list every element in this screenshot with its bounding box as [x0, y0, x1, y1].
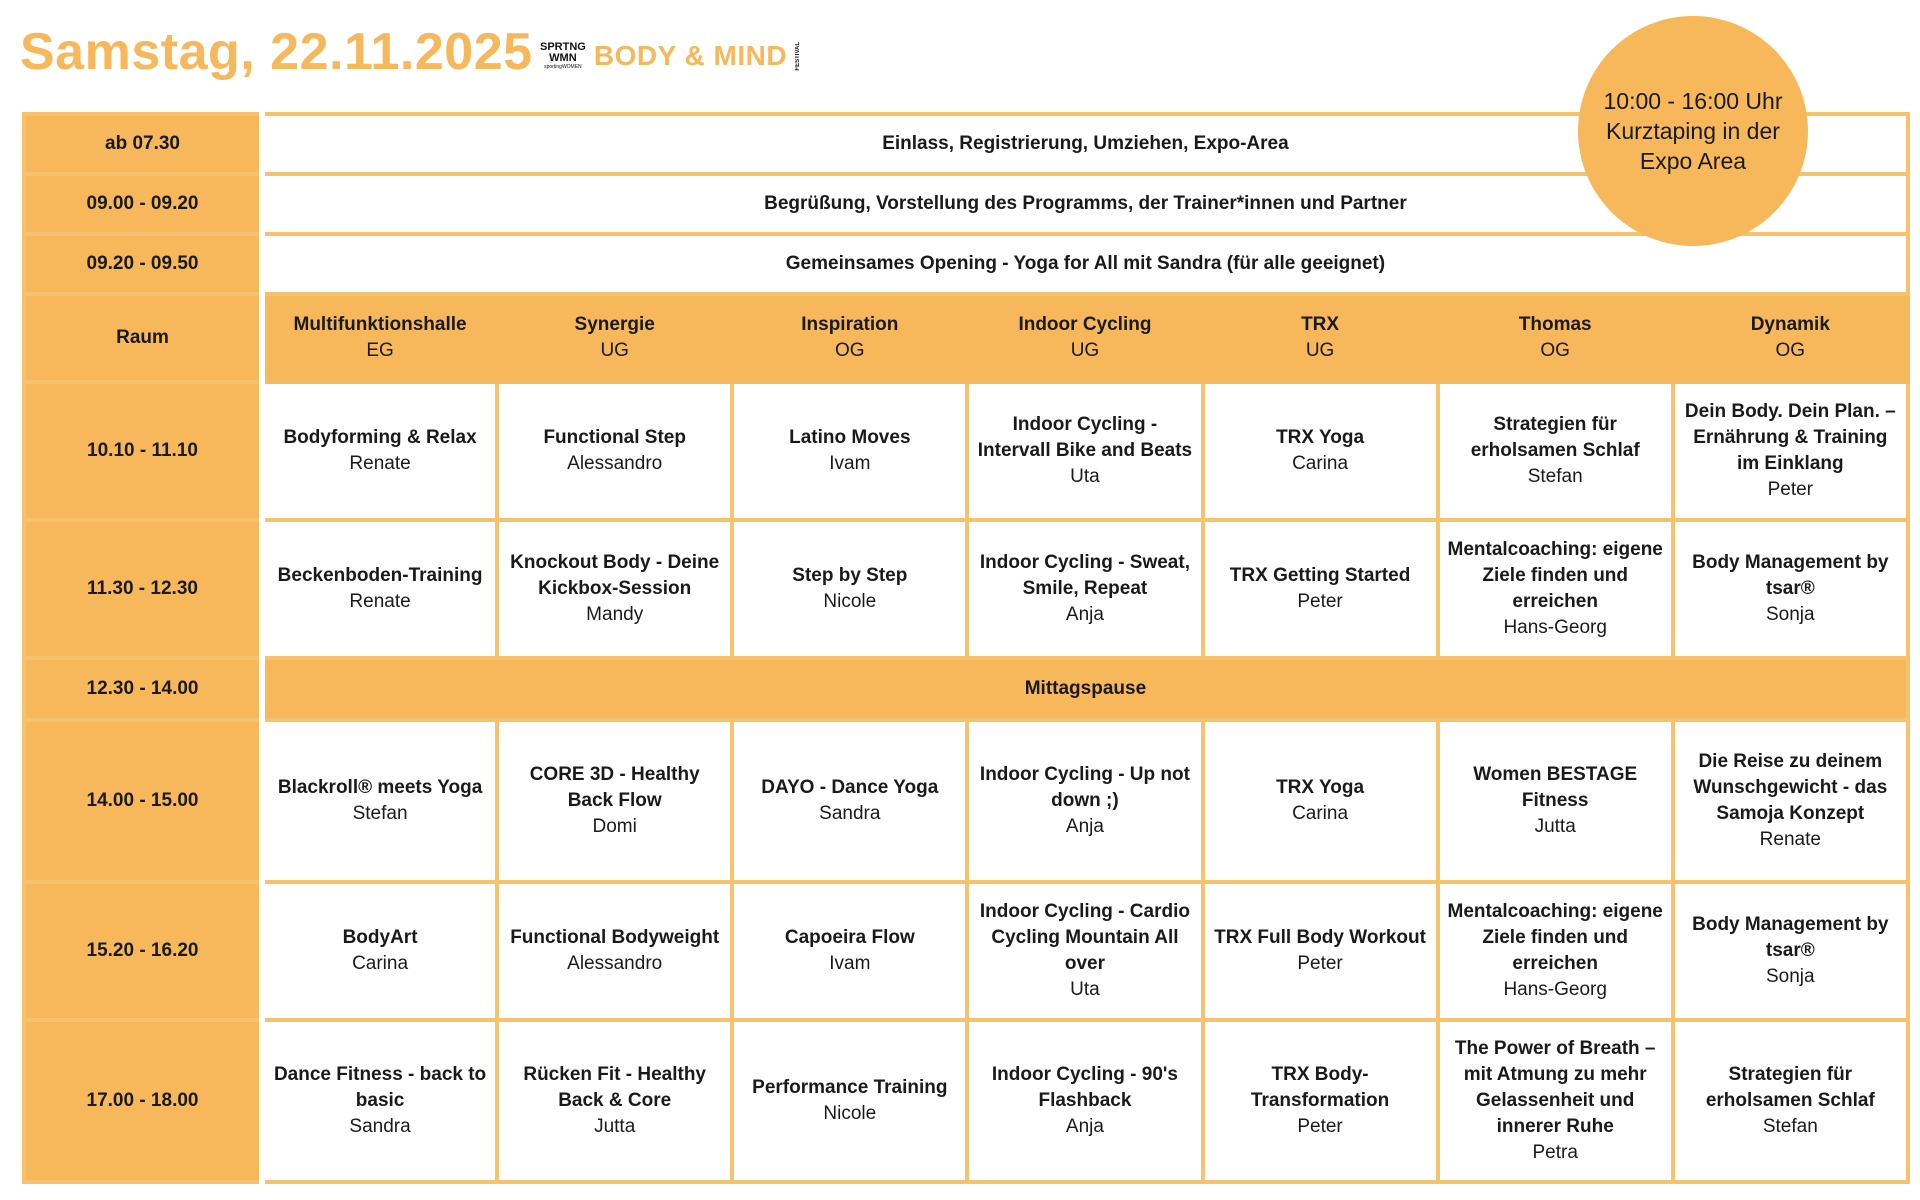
room-floor: UG — [600, 340, 629, 361]
room-header — [497, 294, 732, 382]
session-cell — [967, 520, 1202, 658]
session-title: DAYO - Dance Yoga — [761, 777, 939, 798]
room-header — [1673, 294, 1908, 382]
session-cell — [262, 520, 497, 658]
session-cell — [1673, 720, 1908, 882]
session-trainer: Anja — [1065, 816, 1104, 837]
time-cell: 12.30 - 14.00 — [24, 658, 262, 720]
festival-logo — [540, 36, 801, 76]
session-title: Body Management by tsar® — [1692, 914, 1889, 961]
time-cell: 11.30 - 12.30 — [24, 520, 262, 658]
time-cell: 09.20 - 09.50 — [24, 234, 262, 294]
session-title: CORE 3D - Healthy Back Flow — [529, 764, 700, 811]
room-name: Thomas — [1518, 314, 1592, 335]
room-name: Inspiration — [801, 314, 899, 335]
session-cell — [1673, 520, 1908, 658]
session-cell — [967, 720, 1202, 882]
session-title: Die Reise zu deinem Wunschgewicht - das Samoja Konzept — [1693, 751, 1888, 824]
session-title: TRX Full Body Workout — [1214, 927, 1426, 948]
session-trainer: Ivam — [829, 953, 871, 974]
time-slot-row — [24, 720, 1908, 882]
session-title: Indoor Cycling - Intervall Bike and Beats — [977, 414, 1193, 461]
session-cell — [497, 1020, 732, 1182]
session-trainer: Renate — [349, 591, 411, 612]
room-header — [732, 294, 967, 382]
session-cell — [262, 882, 497, 1020]
session-trainer: Stefan — [352, 803, 408, 824]
session-cell — [1203, 720, 1438, 882]
festival-label: FESTIVAL — [795, 41, 802, 71]
session-title: Indoor Cycling - 90's Flashback — [991, 1064, 1178, 1111]
session-trainer: Alessandro — [567, 953, 663, 974]
session-cell — [732, 1020, 967, 1182]
time-slot-row — [24, 382, 1908, 520]
session-title: The Power of Breath – mit Atmung zu mehr Gelassenheit und innerer Ruhe — [1454, 1038, 1656, 1137]
session-trainer: Domi — [592, 816, 637, 837]
session-title: Indoor Cycling - Sweat, Smile, Repeat — [979, 552, 1190, 599]
session-cell — [1673, 1020, 1908, 1182]
session-trainer: Renate — [1759, 829, 1821, 850]
session-trainer: Jutta — [594, 1116, 636, 1137]
room-floor: UG — [1305, 340, 1335, 361]
schedule-table — [22, 112, 1910, 1184]
session-title: TRX Getting Started — [1229, 565, 1411, 586]
session-cell — [732, 720, 967, 882]
room-floor: OG — [1540, 340, 1570, 361]
session-cell — [1203, 882, 1438, 1020]
program-item: Einlass, Registrierung, Umziehen, Expo-Area — [262, 114, 1908, 174]
session-title: Indoor Cycling - Cardio Cycling Mountain All over — [979, 901, 1190, 974]
session-title: BodyArt — [342, 927, 418, 948]
session-cell — [1438, 520, 1673, 658]
room-name: Dynamik — [1750, 314, 1830, 335]
session-title: Strategien für erholsamen Schlaf — [1470, 414, 1640, 461]
time-cell: 17.00 - 18.00 — [24, 1020, 262, 1182]
session-trainer: Sonja — [1766, 966, 1815, 987]
session-trainer: Petra — [1532, 1142, 1578, 1163]
session-cell — [497, 882, 732, 1020]
session-title: Dein Body. Dein Plan. – Ernährung & Training im Einklang — [1684, 401, 1896, 474]
session-trainer: Hans-Georg — [1503, 979, 1607, 1000]
session-cell — [967, 882, 1202, 1020]
room-header-row — [24, 294, 1908, 382]
session-trainer: Carina — [1292, 453, 1349, 474]
time-cell: 14.00 - 15.00 — [24, 720, 262, 882]
session-cell — [1438, 1020, 1673, 1182]
room-floor: EG — [366, 340, 394, 361]
room-floor: OG — [835, 340, 865, 361]
session-title: Functional Step — [543, 427, 686, 448]
room-name: TRX — [1301, 314, 1340, 335]
session-cell — [732, 882, 967, 1020]
session-trainer: Sonja — [1766, 604, 1815, 625]
room-header — [1438, 294, 1673, 382]
session-trainer: Stefan — [1762, 1116, 1818, 1137]
session-title: Functional Bodyweight — [510, 927, 720, 948]
time-cell: 10.10 - 11.10 — [24, 382, 262, 520]
session-title: Performance Training — [752, 1077, 948, 1098]
session-trainer: Anja — [1065, 1116, 1104, 1137]
session-cell — [967, 382, 1202, 520]
session-trainer: Uta — [1070, 979, 1100, 1000]
time-cell: 09.00 - 09.20 — [24, 174, 262, 234]
session-cell — [262, 382, 497, 520]
session-trainer: Mandy — [586, 604, 644, 625]
session-title: Strategien für erholsamen Schlaf — [1705, 1064, 1875, 1111]
session-cell — [1203, 382, 1438, 520]
badge-line-1: 10:00 - 16:00 Uhr — [1603, 88, 1783, 114]
session-title: Rücken Fit - Healthy Back & Core — [523, 1064, 707, 1111]
session-trainer: Peter — [1297, 953, 1343, 974]
program-item: Begrüßung, Vorstellung des Programms, der Trainer*innen und Partner — [262, 174, 1908, 234]
time-cell: ab 07.30 — [24, 114, 262, 174]
session-title: TRX Yoga — [1276, 427, 1365, 448]
lunch-break: Mittagspause — [262, 658, 1908, 720]
session-title: Mentalcoaching: eigene Ziele finden und erreichen — [1447, 539, 1663, 612]
room-floor: UG — [1070, 340, 1100, 361]
session-cell — [262, 720, 497, 882]
session-trainer: Uta — [1070, 466, 1100, 487]
room-name: Indoor Cycling — [1018, 314, 1152, 335]
session-trainer: Jutta — [1534, 816, 1576, 837]
session-cell — [732, 520, 967, 658]
session-trainer: Stefan — [1527, 466, 1583, 487]
lunch-break-row — [24, 658, 1908, 720]
session-title: TRX Yoga — [1276, 777, 1365, 798]
session-trainer: Anja — [1065, 604, 1104, 625]
session-trainer: Alessandro — [567, 453, 663, 474]
session-cell — [1438, 382, 1673, 520]
session-trainer: Ivam — [829, 453, 871, 474]
page-title: Samstag, 22.11.2025 — [20, 23, 533, 81]
room-header — [1203, 294, 1438, 382]
session-title: Step by Step — [792, 565, 908, 586]
schedule-row — [24, 234, 1908, 294]
session-cell — [1203, 520, 1438, 658]
session-cell — [1438, 882, 1673, 1020]
session-title: Beckenboden-Training — [277, 565, 483, 586]
session-cell — [1673, 882, 1908, 1020]
session-trainer: Peter — [1767, 479, 1814, 500]
session-title: Knockout Body - Deine Kickbox-Session — [510, 552, 720, 599]
session-cell — [262, 1020, 497, 1182]
session-trainer: Sandra — [349, 1116, 411, 1137]
session-title: Mentalcoaching: eigene Ziele finden und erreichen — [1447, 901, 1663, 974]
session-trainer: Peter — [1297, 1116, 1343, 1137]
room-name: Synergie — [574, 314, 655, 335]
session-cell — [497, 382, 732, 520]
time-slot-row — [24, 1020, 1908, 1182]
program-item: Gemeinsames Opening - Yoga for All mit Sandra (für alle geeignet) — [262, 234, 1908, 294]
room-header — [967, 294, 1202, 382]
time-slot-row — [24, 882, 1908, 1020]
session-cell — [497, 720, 732, 882]
session-cell — [732, 382, 967, 520]
kurztaping-badge — [1578, 16, 1808, 246]
session-title: Women BESTAGE Fitness — [1473, 764, 1638, 811]
session-cell — [1673, 382, 1908, 520]
session-trainer: Hans-Georg — [1503, 617, 1607, 638]
session-cell — [497, 520, 732, 658]
session-trainer: Carina — [1292, 803, 1349, 824]
session-title: TRX Body-Transformation — [1250, 1064, 1390, 1111]
room-label: Raum — [24, 294, 262, 382]
badge-line-2: Kurztaping in der — [1606, 118, 1780, 144]
session-trainer: Nicole — [823, 591, 877, 612]
session-trainer: Renate — [349, 453, 411, 474]
session-title: Latino Moves — [789, 427, 911, 448]
session-title: Blackroll® meets Yoga — [277, 777, 483, 798]
session-cell — [1438, 720, 1673, 882]
time-cell: 15.20 - 16.20 — [24, 882, 262, 1020]
session-title: Indoor Cycling - Up not down ;) — [979, 764, 1190, 811]
session-trainer: Peter — [1297, 591, 1343, 612]
time-slot-row — [24, 520, 1908, 658]
session-cell — [967, 1020, 1202, 1182]
session-title: Bodyforming & Relax — [283, 427, 477, 448]
session-trainer: Sandra — [819, 803, 881, 824]
room-floor: OG — [1775, 340, 1806, 361]
body-mind-logo: BODY & MIND — [593, 40, 788, 71]
session-title: Capoeira Flow — [784, 927, 915, 948]
room-header — [262, 294, 497, 382]
badge-line-3: Expo Area — [1639, 148, 1747, 174]
sprtng-wmn-logo: SPRTNG WMN sportingWOMEN — [540, 41, 586, 70]
session-title: Dance Fitness - back to basic — [273, 1064, 487, 1111]
session-trainer: Nicole — [823, 1103, 877, 1124]
room-name: Multifunktionshalle — [293, 314, 467, 335]
session-cell — [1203, 1020, 1438, 1182]
session-title: Body Management by tsar® — [1692, 552, 1889, 599]
session-trainer: Carina — [352, 953, 409, 974]
